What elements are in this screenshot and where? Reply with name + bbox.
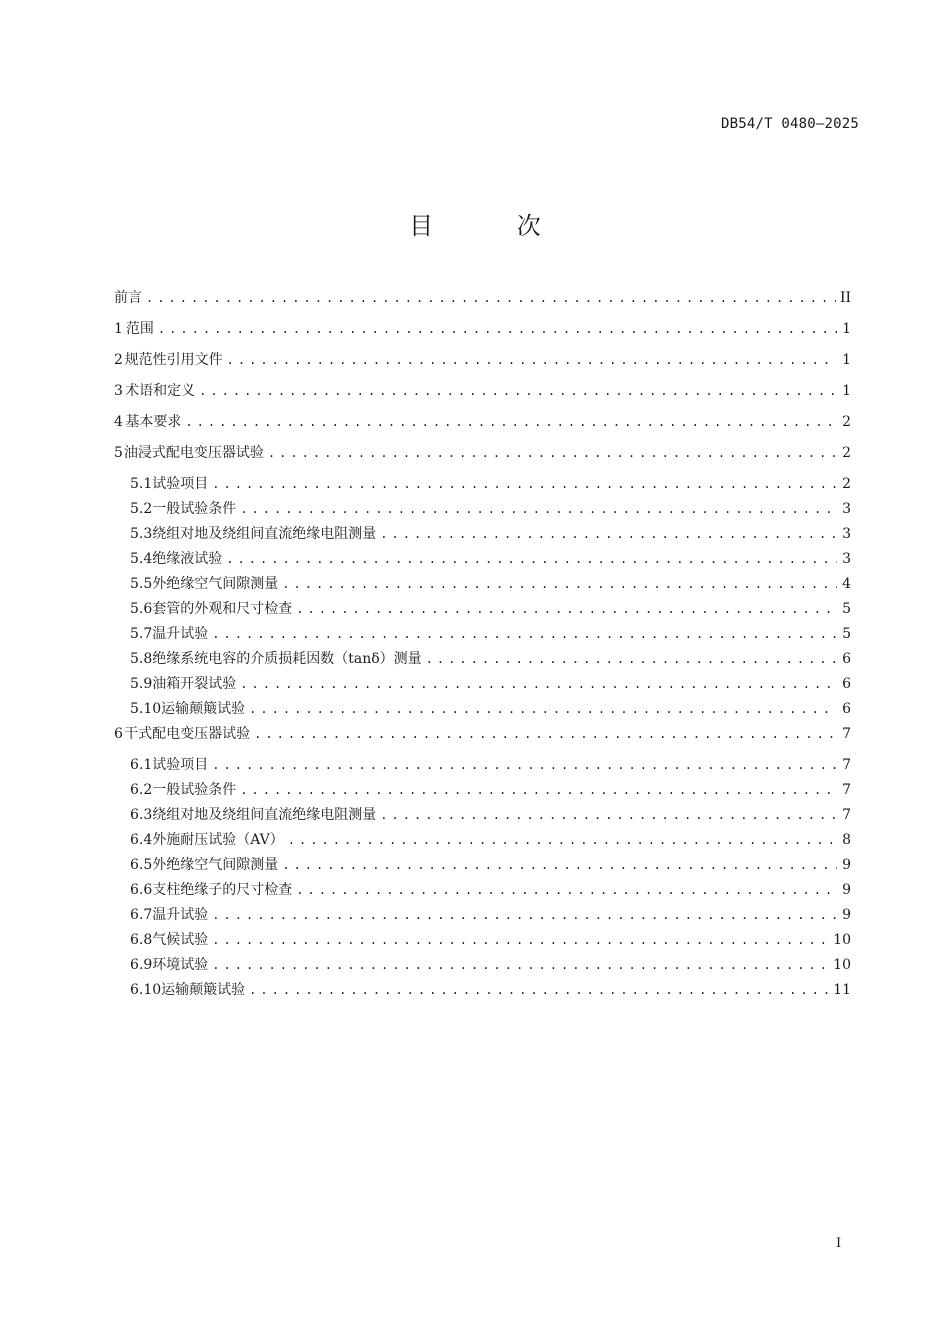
toc-entry-number: 6 [114,726,123,742]
toc-entry-title: 套管的外观和尺寸检查 [152,601,293,617]
toc-entry-title: 基本要求 [125,414,182,430]
toc-entry-title: 绕组对地及绕组间直流绝缘电阻测量 [152,526,377,542]
toc-entry-number: 6.5 [130,857,153,873]
toc-entry-number: 5.10 [130,701,162,717]
toc-leader-dots [380,803,837,828]
toc-entry-title: 气候试验 [152,932,209,948]
toc-entry-page: 10 [833,957,851,973]
toc-entry[interactable] [114,597,851,622]
toc-entry-number: 5.1 [130,476,153,492]
toc-entry-title: 运输颠簸试验 [161,701,246,717]
toc-leader-dots [158,317,837,342]
toc-entry-page: 11 [833,982,851,998]
toc-entry-page: 9 [842,882,851,898]
toc-leader-dots [254,722,837,747]
toc-entry-page: 6 [842,651,851,667]
toc-leader-dots [282,572,837,597]
toc-entry-page: 7 [842,782,851,798]
toc-entry-number: 5.6 [130,601,153,617]
toc-entry-number: 5.4 [130,551,153,567]
toc-entry[interactable] [114,753,851,778]
toc-entry[interactable] [114,572,851,597]
toc-entry-title: 绝缘系统电容的介质损耗因数（tanδ）测量 [152,651,422,667]
toc-entry-number: 5.5 [130,576,153,592]
toc-leader-dots [240,778,837,803]
toc-leader-dots [212,928,829,953]
toc-entry-page: 3 [842,551,851,567]
toc-entry-page: 9 [842,857,851,873]
toc-entry-page: 1 [842,321,851,337]
toc-entry-page: 3 [842,526,851,542]
toc-entry-title: 温升试验 [152,626,209,642]
toc-entry[interactable] [114,472,851,497]
toc-entry[interactable] [114,672,851,697]
toc-leader-dots [227,348,837,373]
toc-leader-dots [296,597,837,622]
toc-entry[interactable] [114,348,851,379]
toc-entry-title: 环境试验 [152,957,209,973]
toc-entry-number: 6.3 [130,807,153,823]
toc-entry[interactable] [114,317,851,348]
document-code: DB54/T 0480—2025 [720,116,859,132]
toc-entry-title: 油箱开裂试验 [152,676,237,692]
toc-leader-dots [288,828,837,853]
toc-leader-dots [212,622,837,647]
page-title: 目 次 [409,212,579,240]
toc-entry[interactable] [114,778,851,803]
toc-entry-title: 外绝缘空气间隙测量 [152,857,279,873]
toc-entry-number: 5 [114,445,123,461]
toc-entry[interactable] [114,722,851,753]
toc-entry[interactable] [114,441,851,472]
toc-entry-page: 7 [842,807,851,823]
toc-leader-dots [212,953,829,978]
toc-leader-dots [146,286,836,311]
toc-leader-dots [282,853,837,878]
toc-entry-page: 5 [842,626,851,642]
toc-leader-dots [296,878,837,903]
toc-entry-page: 6 [842,676,851,692]
toc-entry-number: 5.3 [130,526,153,542]
toc-entry-page: 4 [842,576,851,592]
toc-entry[interactable] [114,978,851,1003]
toc-entry-title: 绕组对地及绕组间直流绝缘电阻测量 [152,807,377,823]
toc-entry-number: 1 [114,321,123,337]
toc-entry-number: 6.7 [130,907,153,923]
toc-leader-dots [426,647,837,672]
toc-entry-title: 一般试验条件 [152,501,237,517]
toc-leader-dots [249,697,837,722]
toc-leader-dots [268,441,837,466]
toc-entry-page: II [839,290,851,306]
toc-entry[interactable] [114,828,851,853]
toc-entry-page: 1 [842,352,851,368]
toc-entry[interactable] [114,522,851,547]
toc-entry[interactable] [114,803,851,828]
toc-entry-number: 3 [114,383,123,399]
toc-entry[interactable] [114,497,851,522]
toc-leader-dots [226,547,837,572]
toc-entry-page: 9 [842,907,851,923]
toc-entry-title: 试验项目 [152,757,209,773]
toc-entry-title: 外绝缘空气间隙测量 [152,576,279,592]
toc-entry-title: 一般试验条件 [152,782,237,798]
toc-leader-dots [240,497,837,522]
toc-entry-title: 支柱绝缘子的尺寸检查 [152,882,293,898]
toc-leader-dots [199,379,837,404]
toc-entry-number: 6.6 [130,882,153,898]
toc-leader-dots [212,753,837,778]
toc-entry-title: 运输颠簸试验 [161,982,246,998]
toc-entry-title: 绝缘液试验 [152,551,223,567]
toc-entry[interactable] [114,853,851,878]
toc-entry[interactable] [114,878,851,903]
toc-entry-number: 6.9 [130,957,153,973]
toc-entry[interactable] [114,647,851,672]
toc-leader-dots [212,472,837,497]
toc-entry-number: 5.7 [130,626,153,642]
toc-entry-number: 6.1 [130,757,153,773]
toc-entry[interactable] [114,286,851,317]
toc-leader-dots [249,978,829,1003]
toc-entry-title: 前言 [114,290,142,306]
toc-entry-number: 5.9 [130,676,153,692]
toc-entry[interactable] [114,953,851,978]
toc-entry-number: 6.2 [130,782,153,798]
toc-entry-page: 1 [842,383,851,399]
toc-entry-number: 6.8 [130,932,153,948]
toc-entry[interactable] [114,903,851,928]
toc-entry-number: 4 [114,414,123,430]
toc-entry-title: 范围 [125,321,154,337]
toc-entry-title: 温升试验 [152,907,209,923]
toc-entry-title: 试验项目 [152,476,209,492]
toc-entry-title: 油浸式配电变压器试验 [123,445,264,461]
toc-entry-page: 3 [842,501,851,517]
toc-entry-page: 2 [842,414,851,430]
toc-entry[interactable] [114,410,851,441]
toc-entry-title: 外施耐压试验（AV） [152,832,284,848]
toc-entry-page: 6 [842,701,851,717]
toc-leader-dots [380,522,837,547]
toc-entry-page: 5 [842,601,851,617]
toc-entry-page: 2 [842,445,851,461]
toc-entry[interactable] [114,928,851,953]
toc-entry[interactable] [114,547,851,572]
table-of-contents [114,286,851,1003]
toc-entry-title: 术语和定义 [125,383,196,399]
toc-leader-dots [185,410,837,435]
toc-entry-page: 10 [833,932,851,948]
toc-leader-dots [240,672,837,697]
toc-entry-title: 规范性引用文件 [124,352,223,368]
toc-entry-page: 7 [842,757,851,773]
toc-entry-number: 6.4 [130,832,153,848]
toc-entry[interactable] [114,697,851,722]
toc-entry[interactable] [114,622,851,647]
toc-entry-title: 干式配电变压器试验 [124,726,251,742]
page-number: I [836,1236,842,1251]
toc-entry-number: 6.10 [130,982,162,998]
toc-entry-page: 2 [842,476,851,492]
toc-entry-number: 2 [114,352,123,368]
toc-entry-number: 5.2 [130,501,153,517]
toc-entry-page: 8 [842,832,851,848]
toc-leader-dots [212,903,837,928]
toc-entry-number: 5.8 [130,651,153,667]
toc-entry-page: 7 [842,726,851,742]
toc-entry[interactable] [114,379,851,410]
